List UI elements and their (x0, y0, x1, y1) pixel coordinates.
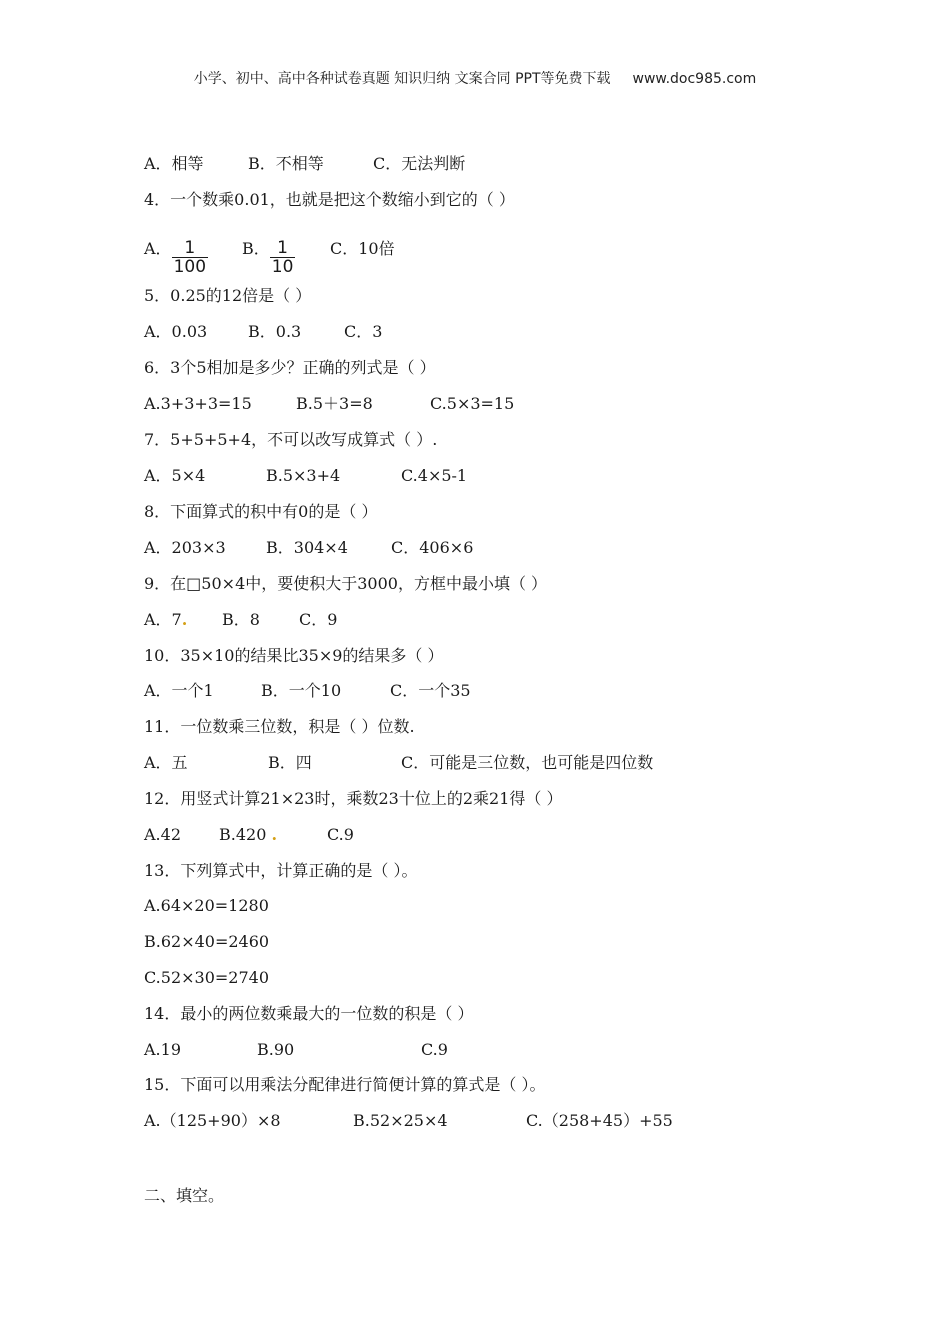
q15-option-c: C.（258+45）+55 (526, 1111, 673, 1130)
q4-option-a (144, 226, 242, 277)
q4-stem: 4．一个数乘0.01，也就是把这个数缩小到它的（ ） (144, 190, 515, 209)
header-title: 小学、初中、高中各种试卷真题 知识归纳 文案合同 PPT等免费下载 (193, 71, 611, 87)
q15-stem: 15．下面可以用乘法分配律进行简便计算的算式是（ ）。 (144, 1075, 546, 1094)
q8-options (144, 538, 473, 558)
q10-option-c: C．一个35 (390, 681, 471, 700)
q9-options (144, 610, 337, 630)
fraction-denominator: 10 (271, 257, 294, 277)
q11-options (144, 753, 653, 773)
q8-stem: 8．下面算式的积中有0的是（ ） (144, 502, 378, 521)
q4-option-b (242, 226, 330, 277)
decorative-dot: . (271, 825, 278, 844)
decorative-dot: . (181, 610, 188, 629)
q6-option-b: B.5＋3=8 (296, 394, 373, 413)
q4-option-b-label: B． (242, 239, 270, 258)
section-heading-fill-in: 二、填空。 (144, 1186, 225, 1205)
q15-option-a: A.（125+90）×8 (144, 1111, 281, 1130)
q10-options (144, 681, 471, 701)
q9-option-a-text: A．7 (144, 610, 182, 629)
q5-options (144, 322, 382, 342)
q15-options (144, 1111, 673, 1131)
q14-option-a: A.19 (144, 1040, 181, 1059)
q12-options (144, 825, 354, 845)
q11-option-b: B．四 (268, 753, 312, 772)
q13-option-a: A.64×20=1280 (144, 896, 269, 915)
fraction-numerator: 1 (277, 238, 288, 258)
q15-option-b: B.52×25×4 (353, 1111, 448, 1130)
q5-option-b: B．0.3 (248, 322, 302, 341)
q9-stem: 9．在□50×4中，要使积大于3000，方框中最小填（ ） (144, 574, 548, 593)
q13-option-c: C.52×30=2740 (144, 968, 270, 987)
page-header (0, 68, 950, 88)
q7-option-c: C.4×5-1 (401, 466, 468, 485)
q3-option-b: B．不相等 (248, 154, 324, 173)
q9-option-b: B．8 (222, 610, 260, 629)
q13-option-b: B.62×40=2460 (144, 932, 270, 951)
q7-options (144, 466, 467, 486)
q12-option-c: C.9 (327, 825, 354, 844)
q4-options (144, 226, 395, 277)
q5-option-a: A．0.03 (144, 322, 208, 341)
q4-option-a-label: A． (144, 239, 172, 258)
q7-option-a: A．5×4 (144, 466, 206, 485)
q6-stem: 6．3个5相加是多少？正确的列式是（ ） (144, 358, 436, 377)
q6-option-c: C.5×3=15 (430, 394, 515, 413)
q7-stem: 7．5+5+5+4，不可以改写成算式（ ）. (144, 430, 438, 449)
header-site-link[interactable]: www.doc985.com (632, 71, 757, 87)
q14-option-b: B.90 (257, 1040, 295, 1059)
q9-option-c: C．9 (299, 610, 338, 629)
q12-option-b (219, 825, 327, 845)
q12-option-a: A.42 (144, 825, 181, 844)
q5-stem: 5．0.25的12倍是（ ） (144, 286, 312, 305)
fraction-numerator: 1 (184, 238, 196, 258)
q11-option-c: C．可能是三位数，也可能是四位数 (401, 753, 654, 772)
q13-stem: 13．下列算式中，计算正确的是（ ）。 (144, 861, 418, 880)
q12-stem: 12．用竖式计算21×23时，乘数23十位上的2乘21得（ ） (144, 789, 563, 808)
q9-option-a (144, 610, 222, 630)
q11-stem: 11．一位数乘三位数，积是（ ）位数. (144, 717, 415, 736)
q7-option-b: B.5×3+4 (266, 466, 341, 485)
q6-option-a: A.3+3+3=15 (144, 394, 252, 413)
q10-option-a: A．一个1 (144, 681, 214, 700)
q3-option-c: C．无法判断 (373, 154, 466, 173)
q11-option-a: A．五 (144, 753, 188, 772)
q14-option-c: C.9 (421, 1040, 448, 1059)
fraction-denominator: 100 (173, 257, 207, 277)
q8-option-c: C．406×6 (391, 538, 474, 557)
q12-option-b-text: B.420 (219, 825, 267, 844)
q8-option-b: B．304×4 (266, 538, 348, 557)
q6-options (144, 394, 514, 414)
q8-option-a: A．203×3 (144, 538, 226, 557)
q10-stem: 10．35×10的结果比35×9的结果多（ ） (144, 646, 444, 665)
q10-option-b: B．一个10 (261, 681, 342, 700)
q4-option-b-fraction (270, 239, 296, 276)
q3-option-a: A．相等 (144, 154, 204, 173)
q4-option-c: C．10倍 (330, 239, 395, 258)
q5-option-c: C．3 (344, 322, 383, 341)
q3-options (144, 154, 465, 174)
q14-stem: 14．最小的两位数乘最大的一位数的积是（ ） (144, 1004, 474, 1023)
q14-options (144, 1040, 448, 1060)
q4-option-a-fraction (172, 239, 208, 276)
